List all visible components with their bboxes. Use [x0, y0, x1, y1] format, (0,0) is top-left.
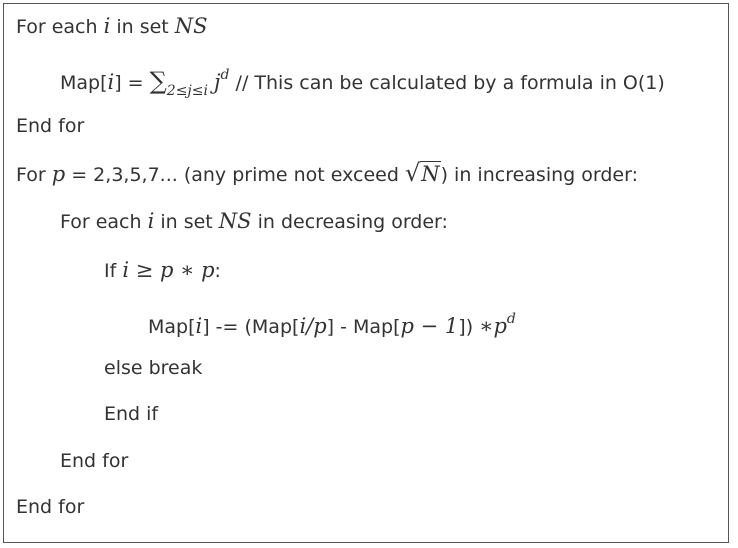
text: ] - Map[ — [326, 316, 401, 338]
text: else break — [104, 357, 203, 379]
text: For — [16, 164, 52, 186]
var-n: N — [421, 162, 440, 186]
line-if-condition — [104, 257, 221, 284]
exp-d: d — [220, 67, 230, 83]
text: End for — [60, 450, 129, 472]
condition: i ≥ p ∗ p — [122, 258, 215, 282]
comment: // This can be calculated by a formula in O(1) — [229, 72, 665, 94]
text: ] -= (Map[ — [202, 316, 300, 338]
line-map-update — [148, 306, 516, 340]
text: in set — [154, 211, 219, 233]
sum-range: 2≤j≤i — [166, 83, 208, 99]
var-p: p — [51, 162, 66, 186]
text: in set — [110, 16, 175, 38]
sum-symbol: ∑ — [149, 67, 167, 95]
text: For each — [60, 211, 148, 233]
text: ] = — [114, 72, 150, 94]
text: End for — [16, 115, 85, 137]
var-p: p — [493, 314, 507, 338]
text: End for — [16, 496, 85, 518]
var-i: i — [147, 209, 155, 233]
line-for-each-ns-decreasing — [60, 208, 448, 235]
line-else-break — [104, 355, 202, 381]
text: For each — [16, 16, 104, 38]
text: in decreasing order: — [251, 211, 448, 233]
line-for-each-ns — [16, 13, 208, 40]
line-end-for-inner — [60, 448, 128, 474]
text: = 2,3,5,7... (any prime not exceed — [65, 164, 405, 186]
line-end-if — [104, 401, 158, 427]
text: : — [214, 260, 221, 282]
var-i: i — [107, 70, 115, 94]
text: If — [104, 260, 123, 282]
text: ) in increasing order: — [440, 164, 638, 186]
var-ns: NS — [174, 14, 208, 38]
var-i: i — [103, 14, 111, 38]
line-end-for-outer — [16, 494, 84, 520]
var-j: j — [214, 70, 221, 94]
sqrt-n — [405, 160, 441, 188]
line-map-init — [60, 62, 665, 104]
text: ]) — [458, 316, 480, 338]
line-for-prime — [16, 160, 638, 188]
var-ns: NS — [218, 209, 252, 233]
var-i: i — [195, 314, 203, 338]
expr-i-over-p: i/p — [299, 314, 327, 338]
exp-d: d — [506, 311, 516, 327]
text: End if — [104, 403, 159, 425]
expr-p-minus-1: p − 1 — [400, 314, 459, 338]
line-end-for — [16, 113, 84, 139]
text: Map[ — [60, 72, 108, 94]
text: Map[ — [148, 316, 196, 338]
radical-sign: √ — [404, 159, 421, 187]
times-symbol: ∗ — [479, 314, 494, 338]
